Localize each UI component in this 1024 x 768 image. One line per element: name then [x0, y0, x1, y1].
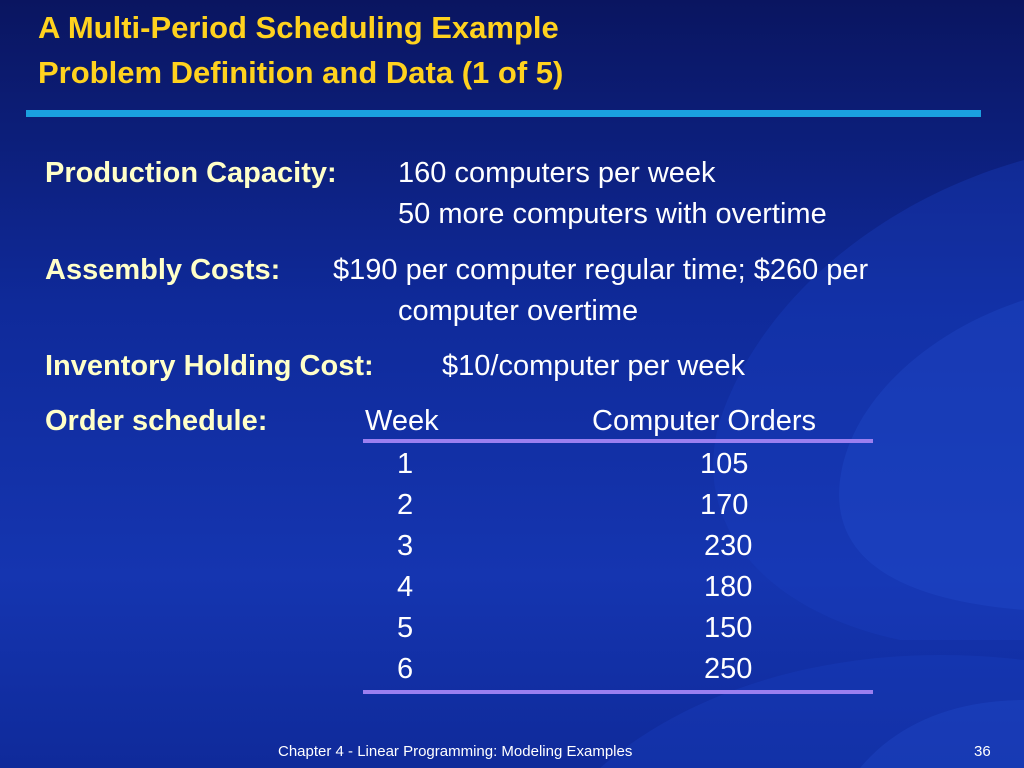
footer-chapter-text: Chapter 4 - Linear Programming: Modeling Examples: [278, 743, 633, 760]
table-cell-orders: 250: [704, 653, 753, 685]
table-cell-orders: 230: [704, 530, 753, 562]
table-cell-week: 5: [397, 612, 414, 644]
table-bottom-divider: [363, 690, 873, 694]
table-cell-week: 3: [397, 530, 414, 562]
slide-title-line-2: Problem Definition and Data (1 of 5): [38, 55, 564, 90]
table-header-week: Week: [365, 405, 439, 437]
assembly-costs-label: Assembly Costs:: [45, 254, 281, 286]
table-cell-orders: 150: [704, 612, 753, 644]
table-header-divider: [363, 439, 873, 443]
production-capacity-line-2: 50 more computers with overtime: [398, 198, 827, 230]
assembly-costs-line-1: $190 per computer regular time; $260 per: [333, 254, 869, 286]
table-cell-orders: 105: [700, 448, 749, 480]
production-capacity-label: Production Capacity:: [45, 157, 337, 189]
inventory-holding-cost-label: Inventory Holding Cost:: [45, 350, 374, 382]
footer-page-number: 36: [974, 743, 991, 760]
table-cell-week: 1: [397, 448, 414, 480]
order-schedule-label: Order schedule:: [45, 405, 268, 437]
table-cell-week: 6: [397, 653, 414, 685]
production-capacity-line-1: 160 computers per week: [398, 157, 716, 189]
title-divider: [26, 110, 981, 117]
inventory-holding-cost-text: $10/computer per week: [442, 350, 746, 382]
table-cell-orders: 180: [704, 571, 753, 603]
assembly-costs-line-2: computer overtime: [398, 295, 639, 327]
table-cell-orders: 170: [700, 489, 749, 521]
slide-title-line-1: A Multi-Period Scheduling Example: [38, 10, 559, 45]
table-cell-week: 4: [397, 571, 414, 603]
table-cell-week: 2: [397, 489, 414, 521]
table-header-computer-orders: Computer Orders: [592, 405, 817, 437]
